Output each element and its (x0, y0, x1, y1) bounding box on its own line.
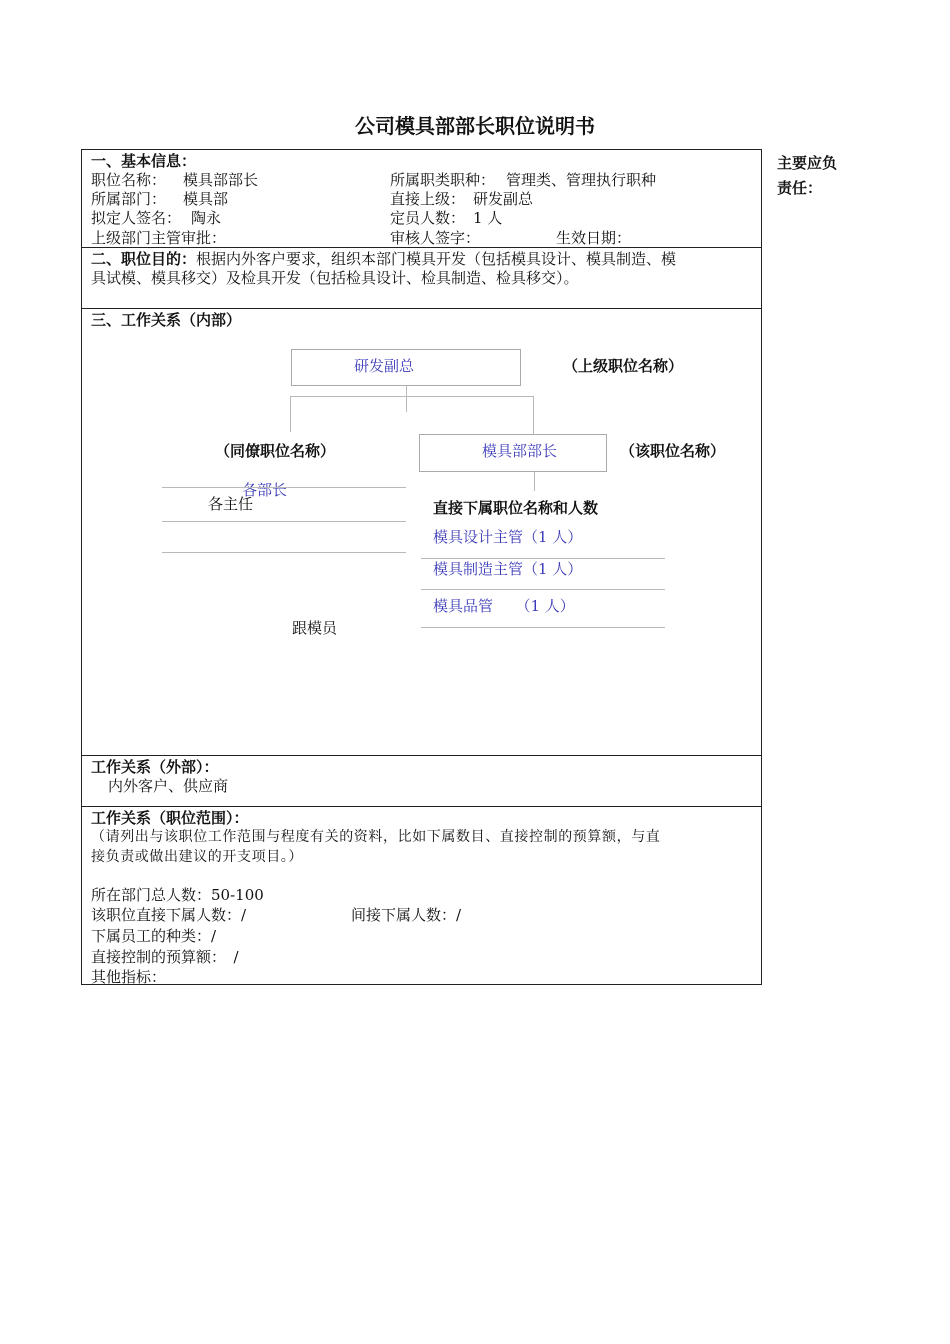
drafter-value: 陶永 (191, 209, 222, 227)
purpose-line1 (91, 250, 676, 269)
purpose-text-1: 根据内外客户要求，组织本部门模具开发（包括模具设计、模具制造、模 (196, 250, 677, 268)
scope-sub-types: 下属员工的种类：/ (91, 927, 217, 945)
dept-value: 模具部 (183, 190, 229, 208)
external-content: 内外客户、供应商 (108, 777, 229, 795)
peer-note: （同僚职位名称） (215, 442, 336, 460)
peer-row-line-3 (162, 552, 406, 553)
subordinate-item-2: 模具制造主管（1 人） (433, 560, 583, 578)
side-note-line2: 责任： (777, 179, 823, 197)
scope-note-1: （请列出与该职位工作范围与程度有关的资料，比如下属数目、直接控制的预算额，与直 (91, 829, 661, 845)
peer-row-line-1 (162, 487, 406, 488)
headcount-label: 定员人数： (390, 209, 466, 227)
subordinate-row-line-3 (421, 627, 665, 628)
subordinate-item-3: 模具品管 （1 人） (433, 597, 575, 615)
dept-label: 所属部门： (91, 190, 167, 208)
subordinate-row-line-1 (421, 558, 665, 559)
side-note-line1: 主要应负 (777, 154, 838, 172)
connector-self-branch (533, 396, 534, 434)
external-heading: 工作关系（外部）： (91, 758, 219, 776)
self-box (419, 434, 607, 472)
subordinates-heading: 直接下属职位名称和人数 (433, 499, 599, 517)
scope-other: 其他指标： (91, 968, 167, 986)
self-box-label: 模具部部长 (482, 442, 558, 460)
approver-label: 上级部门主管审批： (91, 229, 227, 247)
headcount-value: 1 人 (473, 209, 503, 227)
self-note: （该职位名称） (620, 442, 726, 460)
superior-note: （上级职位名称） (563, 357, 684, 375)
scope-direct-sub: 该职位直接下属人数：/ (91, 906, 247, 924)
superior-label: 直接上级： (390, 190, 466, 208)
job-name-label: 职位名称： (91, 171, 167, 189)
scope-note-2: 接负责或做出建议的开支项目。） (91, 849, 303, 865)
superior-value: 研发副总 (473, 190, 534, 208)
subordinate-row-line-2 (421, 589, 665, 590)
scope-budget: 直接控制的预算额： / (91, 948, 239, 966)
peer-row-line-2 (162, 521, 406, 522)
page-title: 公司模具部部长职位说明书 (355, 114, 595, 138)
connector-peer-branch (290, 396, 291, 432)
scope-dept-total: 所在部门总人数：50-100 (91, 886, 264, 904)
divider-purpose (81, 308, 762, 309)
category-value: 管理类、管理执行职种 (506, 171, 657, 189)
basic-heading: 一、基本信息： (91, 152, 197, 170)
reviewer-label: 审核人签字： (390, 229, 481, 247)
category-label: 所属职类职种： (390, 171, 496, 189)
internal-heading: 三、工作关系（内部） (91, 311, 242, 329)
connector-self-down (534, 471, 535, 491)
scope-indirect-sub: 间接下属人数：/ (351, 906, 462, 924)
scope-heading: 工作关系（职位范围）： (91, 809, 249, 827)
purpose-heading: 二、职位目的： (91, 250, 197, 268)
subordinate-item-1: 模具设计主管（1 人） (433, 528, 583, 546)
peer-item-2: 跟模员 (292, 619, 338, 637)
superior-box-label: 研发副总 (354, 357, 415, 375)
purpose-text-2: 具试模、模具移交）及检具开发（包括检具设计、检具制造、检具移交）。 (91, 269, 579, 287)
connector-superior-down (406, 386, 407, 412)
peer-clipped: 各部长 (242, 481, 288, 499)
divider-internal (81, 755, 762, 756)
drafter-label: 拟定人签名： (91, 209, 182, 227)
job-name-value: 模具部部长 (183, 171, 259, 189)
superior-box (291, 349, 521, 386)
divider-external (81, 806, 762, 807)
peer-item-1: 各主任 (208, 495, 254, 513)
effective-date-label: 生效日期： (556, 229, 632, 247)
connector-horizontal (290, 396, 533, 397)
